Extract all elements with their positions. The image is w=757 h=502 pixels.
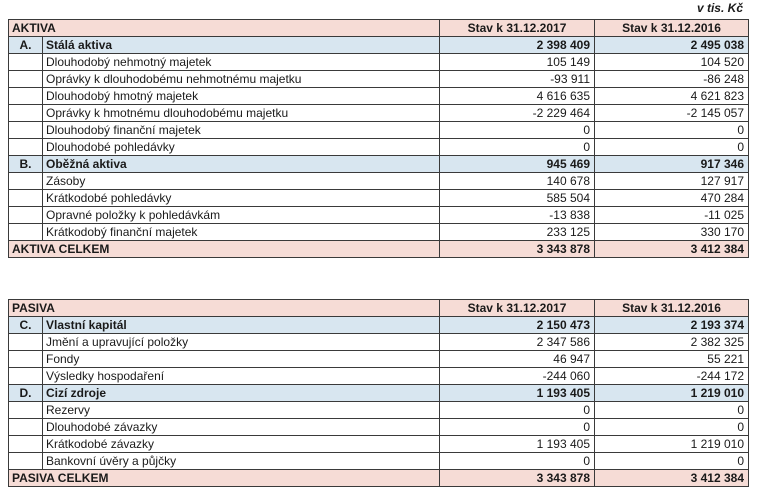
value-2017: 0	[440, 139, 595, 156]
row-label: Výsledky hospodaření	[43, 368, 440, 385]
section-label: Vlastní kapitál	[43, 317, 440, 334]
indent-cell	[9, 122, 43, 139]
indent-cell	[9, 105, 43, 122]
value-2016: 127 917	[595, 173, 749, 190]
table-row	[9, 173, 749, 190]
value-2017: -244 060	[440, 368, 595, 385]
assets-table-body	[9, 20, 749, 258]
indent-cell	[9, 419, 43, 436]
value-2017: 0	[440, 419, 595, 436]
column-header-2017: Stav k 31.12.2017	[440, 300, 595, 317]
indent-cell	[9, 190, 43, 207]
indent-cell	[9, 224, 43, 241]
indent-cell	[9, 54, 43, 71]
table-title: PASIVA	[9, 300, 440, 317]
row-label: Krátkodobé pohledávky	[43, 190, 440, 207]
value-2016: 0	[595, 453, 749, 470]
indent-cell	[9, 88, 43, 105]
value-2017: 105 149	[440, 54, 595, 71]
value-2017: 0	[440, 453, 595, 470]
section-letter: A.	[9, 37, 43, 54]
value-2017: 233 125	[440, 224, 595, 241]
section-row	[9, 385, 749, 402]
section-label: Stálá aktiva	[43, 37, 440, 54]
table-row	[9, 419, 749, 436]
liabilities-table-body	[9, 300, 749, 487]
value-2016: 917 346	[595, 156, 749, 173]
indent-cell	[9, 436, 43, 453]
value-2017: -13 838	[440, 207, 595, 224]
section-row	[9, 317, 749, 334]
value-2016: -86 248	[595, 71, 749, 88]
value-2016: 1 219 010	[595, 436, 749, 453]
total-label: AKTIVA CELKEM	[9, 241, 440, 258]
table-row	[9, 71, 749, 88]
table-row	[9, 122, 749, 139]
row-label: Zásoby	[43, 173, 440, 190]
row-label: Krátkodobé závazky	[43, 436, 440, 453]
total-row	[9, 470, 749, 487]
row-label: Dlouhodobý finanční majetek	[43, 122, 440, 139]
indent-cell	[9, 207, 43, 224]
row-label: Dlouhodobé závazky	[43, 419, 440, 436]
value-2016: -11 025	[595, 207, 749, 224]
value-2017: 1 193 405	[440, 385, 595, 402]
row-label: Krátkodobý finanční majetek	[43, 224, 440, 241]
value-2016: 330 170	[595, 224, 749, 241]
total-value-2016: 3 412 384	[595, 241, 749, 258]
value-2016: -2 145 057	[595, 105, 749, 122]
value-2017: -93 911	[440, 71, 595, 88]
unit-note: v tis. Kč	[696, 1, 743, 15]
row-label: Fondy	[43, 351, 440, 368]
column-header-2016: Stav k 31.12.2016	[595, 300, 749, 317]
table-row	[9, 54, 749, 71]
value-2017: 46 947	[440, 351, 595, 368]
indent-cell	[9, 173, 43, 190]
value-2016: 1 219 010	[595, 385, 749, 402]
row-label: Dlouhodobý hmotný majetek	[43, 88, 440, 105]
table-row	[9, 453, 749, 470]
value-2016: 104 520	[595, 54, 749, 71]
section-label: Cizí zdroje	[43, 385, 440, 402]
value-2017: 1 193 405	[440, 436, 595, 453]
total-row	[9, 241, 749, 258]
value-2016: 4 621 823	[595, 88, 749, 105]
row-label: Rezervy	[43, 402, 440, 419]
table-row	[9, 139, 749, 156]
column-header-2016: Stav k 31.12.2016	[595, 20, 749, 37]
assets-table	[8, 19, 749, 258]
value-2017: -2 229 464	[440, 105, 595, 122]
value-2017: 2 398 409	[440, 37, 595, 54]
value-2016: 2 193 374	[595, 317, 749, 334]
header-row	[9, 300, 749, 317]
value-2017: 2 347 586	[440, 334, 595, 351]
table-title: AKTIVA	[9, 20, 440, 37]
indent-cell	[9, 71, 43, 88]
value-2017: 0	[440, 122, 595, 139]
value-2017: 2 150 473	[440, 317, 595, 334]
table-row	[9, 224, 749, 241]
row-label: Dlouhodobý nehmotný majetek	[43, 54, 440, 71]
value-2016: 2 382 325	[595, 334, 749, 351]
value-2017: 585 504	[440, 190, 595, 207]
section-letter: D.	[9, 385, 43, 402]
table-row	[9, 351, 749, 368]
value-2016: 0	[595, 139, 749, 156]
value-2017: 4 616 635	[440, 88, 595, 105]
indent-cell	[9, 334, 43, 351]
value-2016: 0	[595, 402, 749, 419]
table-row	[9, 368, 749, 385]
table-row	[9, 88, 749, 105]
indent-cell	[9, 351, 43, 368]
value-2016: 470 284	[595, 190, 749, 207]
header-row	[9, 20, 749, 37]
total-label: PASIVA CELKEM	[9, 470, 440, 487]
section-letter: C.	[9, 317, 43, 334]
indent-cell	[9, 453, 43, 470]
total-value-2016: 3 412 384	[595, 470, 749, 487]
indent-cell	[9, 402, 43, 419]
section-row	[9, 37, 749, 54]
value-2017: 945 469	[440, 156, 595, 173]
row-label: Oprávky k hmotnému dlouhodobému majetku	[43, 105, 440, 122]
section-label: Oběžná aktiva	[43, 156, 440, 173]
column-header-2017: Stav k 31.12.2017	[440, 20, 595, 37]
indent-cell	[9, 139, 43, 156]
section-row	[9, 156, 749, 173]
value-2016: 2 495 038	[595, 37, 749, 54]
row-label: Dlouhodobé pohledávky	[43, 139, 440, 156]
value-2017: 140 678	[440, 173, 595, 190]
total-value-2017: 3 343 878	[440, 470, 595, 487]
value-2017: 0	[440, 402, 595, 419]
table-row	[9, 436, 749, 453]
indent-cell	[9, 368, 43, 385]
table-row	[9, 334, 749, 351]
row-label: Jmění a upravující položky	[43, 334, 440, 351]
value-2016: -244 172	[595, 368, 749, 385]
table-row	[9, 402, 749, 419]
liabilities-table	[8, 299, 749, 487]
total-value-2017: 3 343 878	[440, 241, 595, 258]
row-label: Opravné položky k pohledávkám	[43, 207, 440, 224]
value-2016: 0	[595, 419, 749, 436]
table-row	[9, 190, 749, 207]
value-2016: 55 221	[595, 351, 749, 368]
row-label: Oprávky k dlouhodobému nehmotnému majetku	[43, 71, 440, 88]
value-2016: 0	[595, 122, 749, 139]
table-row	[9, 105, 749, 122]
table-row	[9, 207, 749, 224]
row-label: Bankovní úvěry a půjčky	[43, 453, 440, 470]
section-letter: B.	[9, 156, 43, 173]
